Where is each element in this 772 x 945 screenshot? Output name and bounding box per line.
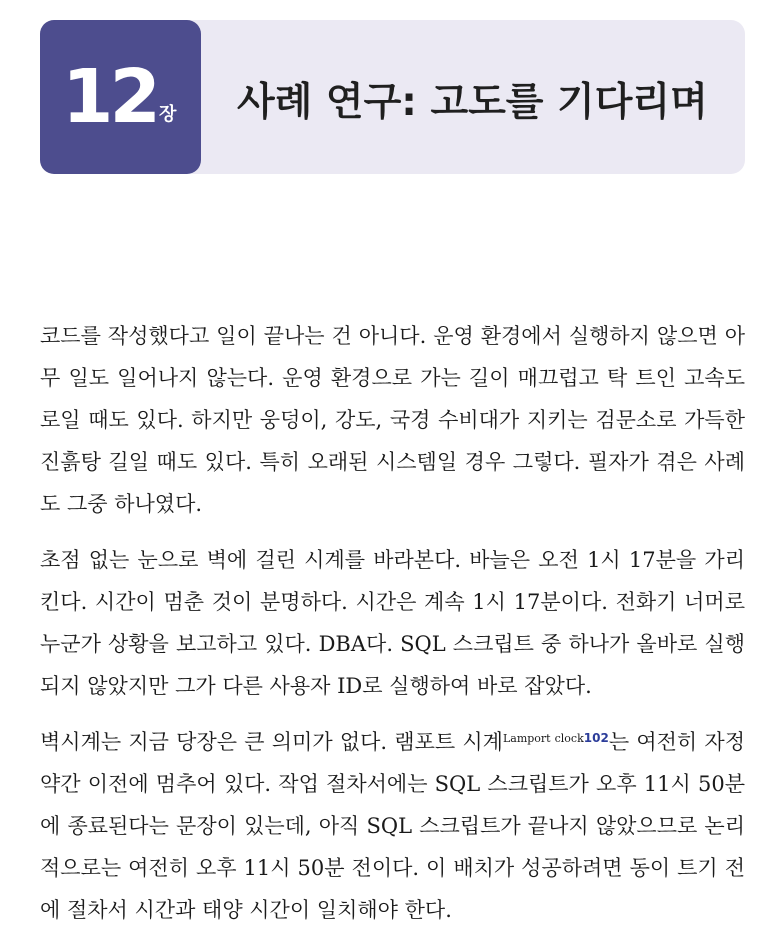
body-text xyxy=(40,315,745,945)
chapter-suffix: 장 xyxy=(159,104,177,125)
paragraph-3 xyxy=(40,721,745,931)
chapter-number: 12 xyxy=(62,54,157,140)
footnote-marker[interactable]: 102 xyxy=(583,731,609,745)
paragraph-1: 코드를 작성했다고 일이 끝나는 건 아니다. 운영 환경에서 실행하지 않으면 아무 일도 일어나지 않는다. 운영 환경으로 가는 길이 매끄럽고 탁 트인 고속도로일 때도 있다. 하지만 웅덩이, 강도, 국경 수비대가 지키는 검문소로 가득한 진흙탕 길일 때도 있다. 특히 오래된 시스템일 경우 그렇다. 필자가 겪은 사례도 그중 하나였다. xyxy=(40,324,745,516)
paragraph-3-end: 는 여전히 자정 약간 이전에 멈추어 있다. 작업 절차서에는 SQL 스크립트가 오후 11시 50분에 종료된다는 문장이 있는데, 아직 SQL 스크립트가 끝나지 않았으므로 논리적으로는 여전히 오후 11시 50분 전이다. 이 배치가 성공하려면 동이 트기 전에 절차서 시간과 태양 시간이 일치해야 한다. xyxy=(40,730,745,922)
paragraph-3-start: 벽시계는 지금 당장은 큰 의미가 없다. 램포트 시계 xyxy=(40,730,503,754)
chapter-title: 사례 연구: 고도를 기다리며 xyxy=(237,80,708,125)
paragraph-2: 초점 없는 눈으로 벽에 걸린 시계를 바라본다. 바늘은 오전 1시 17분을 가리킨다. 시간이 멈춘 것이 분명하다. 시간은 계속 1시 17분이다. 전화기 너머로 누군가 상황을 보고하고 있다. DBA다. SQL 스크립트 중 하나가 올바로 실행되지 않았지만 그가 다른 사용자 ID로 실행하여 바로 잡았다. xyxy=(40,548,745,698)
english-term: Lamport clock xyxy=(502,732,584,745)
